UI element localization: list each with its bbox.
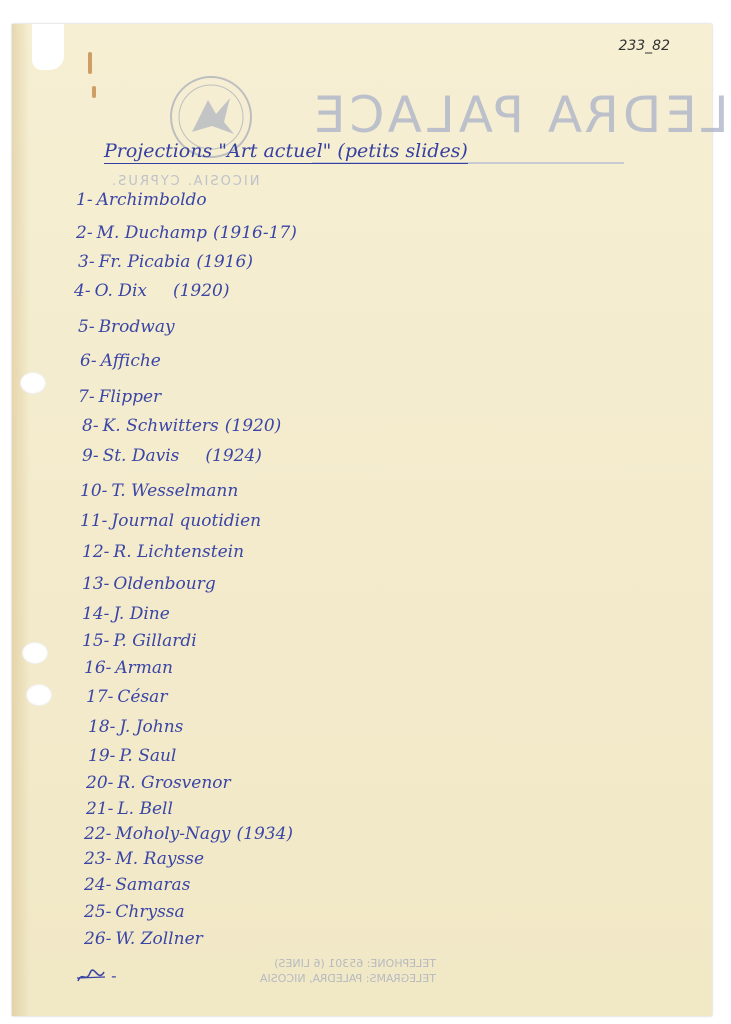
item-number: 26- bbox=[84, 929, 112, 949]
item-date: (1934) bbox=[236, 824, 294, 844]
item-number: 24- bbox=[84, 875, 112, 895]
artist-name: Samaras bbox=[115, 875, 191, 895]
list-item bbox=[84, 658, 173, 678]
artist-name: Moholy-Nagy bbox=[115, 824, 231, 844]
item-number: 25- bbox=[84, 902, 112, 922]
item-number: 3- bbox=[78, 252, 95, 272]
list-item bbox=[84, 849, 204, 869]
list-item bbox=[82, 574, 216, 594]
list-item bbox=[84, 824, 293, 844]
paper-sheet bbox=[12, 24, 729, 1016]
artist-name: Archimboldo bbox=[96, 190, 207, 210]
list-item bbox=[88, 717, 183, 737]
paper-edge-stain bbox=[12, 24, 30, 1016]
item-number: 8- bbox=[82, 416, 99, 436]
list-item bbox=[84, 902, 185, 922]
staple-rust-mark bbox=[92, 86, 96, 98]
artist-name: Arman bbox=[115, 658, 173, 678]
item-27-marker bbox=[76, 966, 117, 985]
artist-name: O. Dix bbox=[94, 281, 147, 301]
artist-name: K. Schwitters bbox=[102, 416, 219, 436]
artist-name: W. Zollner bbox=[115, 929, 203, 949]
artist-name: Brodway bbox=[98, 317, 175, 337]
item-number: 23- bbox=[84, 849, 112, 869]
list-item bbox=[86, 687, 167, 707]
artist-name: M. Duchamp bbox=[96, 223, 207, 243]
artist-name: P. Gillardi bbox=[113, 631, 197, 651]
list-item bbox=[86, 799, 173, 819]
list-item bbox=[84, 875, 190, 895]
artist-name: R. Grosvenor bbox=[117, 773, 231, 793]
list-item bbox=[84, 929, 203, 949]
item-number: 20- bbox=[86, 773, 114, 793]
letterhead-city: NICOSIA. CYPRUS. bbox=[110, 174, 260, 189]
list-item bbox=[88, 746, 176, 766]
item-number: 13- bbox=[82, 574, 110, 594]
list-item bbox=[76, 223, 297, 243]
staple-rust-mark bbox=[88, 52, 92, 74]
artist-name: P. Saul bbox=[119, 746, 177, 766]
artist-name: R. Lichtenstein bbox=[113, 542, 245, 562]
item-number: 10- bbox=[80, 481, 108, 501]
item-number: 17- bbox=[86, 687, 114, 707]
item-number: 5- bbox=[78, 317, 95, 337]
list-item bbox=[78, 387, 161, 407]
item-27-dash: - bbox=[111, 966, 117, 985]
list-item bbox=[74, 281, 230, 301]
item-number: 19- bbox=[88, 746, 116, 766]
footer-telegrams: TELEGRAMS: PALEDRA, NICOSIA bbox=[260, 972, 436, 985]
artist-name: L. Bell bbox=[117, 799, 173, 819]
punch-hole bbox=[26, 684, 52, 706]
list-item bbox=[82, 604, 170, 624]
item-date: (1916) bbox=[196, 252, 253, 272]
letterhead-hotel-name: LEDRA PALACE bbox=[310, 86, 729, 144]
item-number: 6- bbox=[80, 351, 97, 371]
item-number: 4- bbox=[74, 281, 91, 301]
item-number: 15- bbox=[82, 631, 110, 651]
item-number: 18- bbox=[88, 717, 116, 737]
artist-name: Chryssa bbox=[115, 902, 185, 922]
document-heading: Projections "Art actuel" (petits slides) bbox=[104, 140, 468, 162]
item-number: 11- bbox=[80, 511, 108, 531]
artist-name: César bbox=[117, 687, 168, 707]
artist-name: Journal quotidien bbox=[111, 511, 262, 531]
artist-name: Oldenbourg bbox=[113, 574, 216, 594]
list-item bbox=[86, 773, 231, 793]
item-number: 1- bbox=[76, 190, 93, 210]
artist-name: J. Johns bbox=[119, 717, 184, 737]
torn-corner bbox=[32, 24, 64, 70]
artist-name: Flipper bbox=[98, 387, 162, 407]
list-item bbox=[78, 317, 175, 337]
item-number: 7- bbox=[78, 387, 95, 407]
item-date: (1916-17) bbox=[212, 223, 297, 243]
crossed-out-number-icon bbox=[76, 969, 106, 985]
list-item bbox=[80, 511, 261, 531]
list-item bbox=[82, 446, 262, 466]
list-item bbox=[78, 252, 253, 272]
item-number: 16- bbox=[84, 658, 112, 678]
artist-name: Fr. Picabia bbox=[98, 252, 191, 272]
item-number: 2- bbox=[76, 223, 93, 243]
list-item bbox=[82, 416, 281, 436]
item-date: (1924) bbox=[205, 446, 262, 466]
item-date: (1920) bbox=[172, 281, 230, 301]
letterhead-footer bbox=[260, 956, 436, 986]
item-number: 14- bbox=[82, 604, 110, 624]
item-number: 21- bbox=[86, 799, 114, 819]
archive-number: 233_82 bbox=[618, 38, 670, 54]
artist-name: Affiche bbox=[100, 351, 161, 371]
artist-name: M. Raysse bbox=[115, 849, 205, 869]
item-number: 22- bbox=[84, 824, 112, 844]
list-item bbox=[82, 631, 197, 651]
list-item bbox=[80, 481, 238, 501]
artist-name: St. Davis bbox=[102, 446, 180, 466]
punch-hole bbox=[22, 642, 48, 664]
item-date: (1920) bbox=[224, 416, 282, 436]
punch-hole bbox=[20, 372, 46, 394]
artist-name: T. Wesselmann bbox=[111, 481, 239, 501]
list-item bbox=[80, 351, 161, 371]
list-item bbox=[76, 190, 207, 210]
list-item bbox=[82, 542, 244, 562]
artist-name: J. Dine bbox=[113, 604, 170, 624]
item-number: 9- bbox=[82, 446, 99, 466]
footer-telephone: TELEPHONE: 65301 (6 LINES) bbox=[274, 957, 436, 970]
item-number: 12- bbox=[82, 542, 110, 562]
